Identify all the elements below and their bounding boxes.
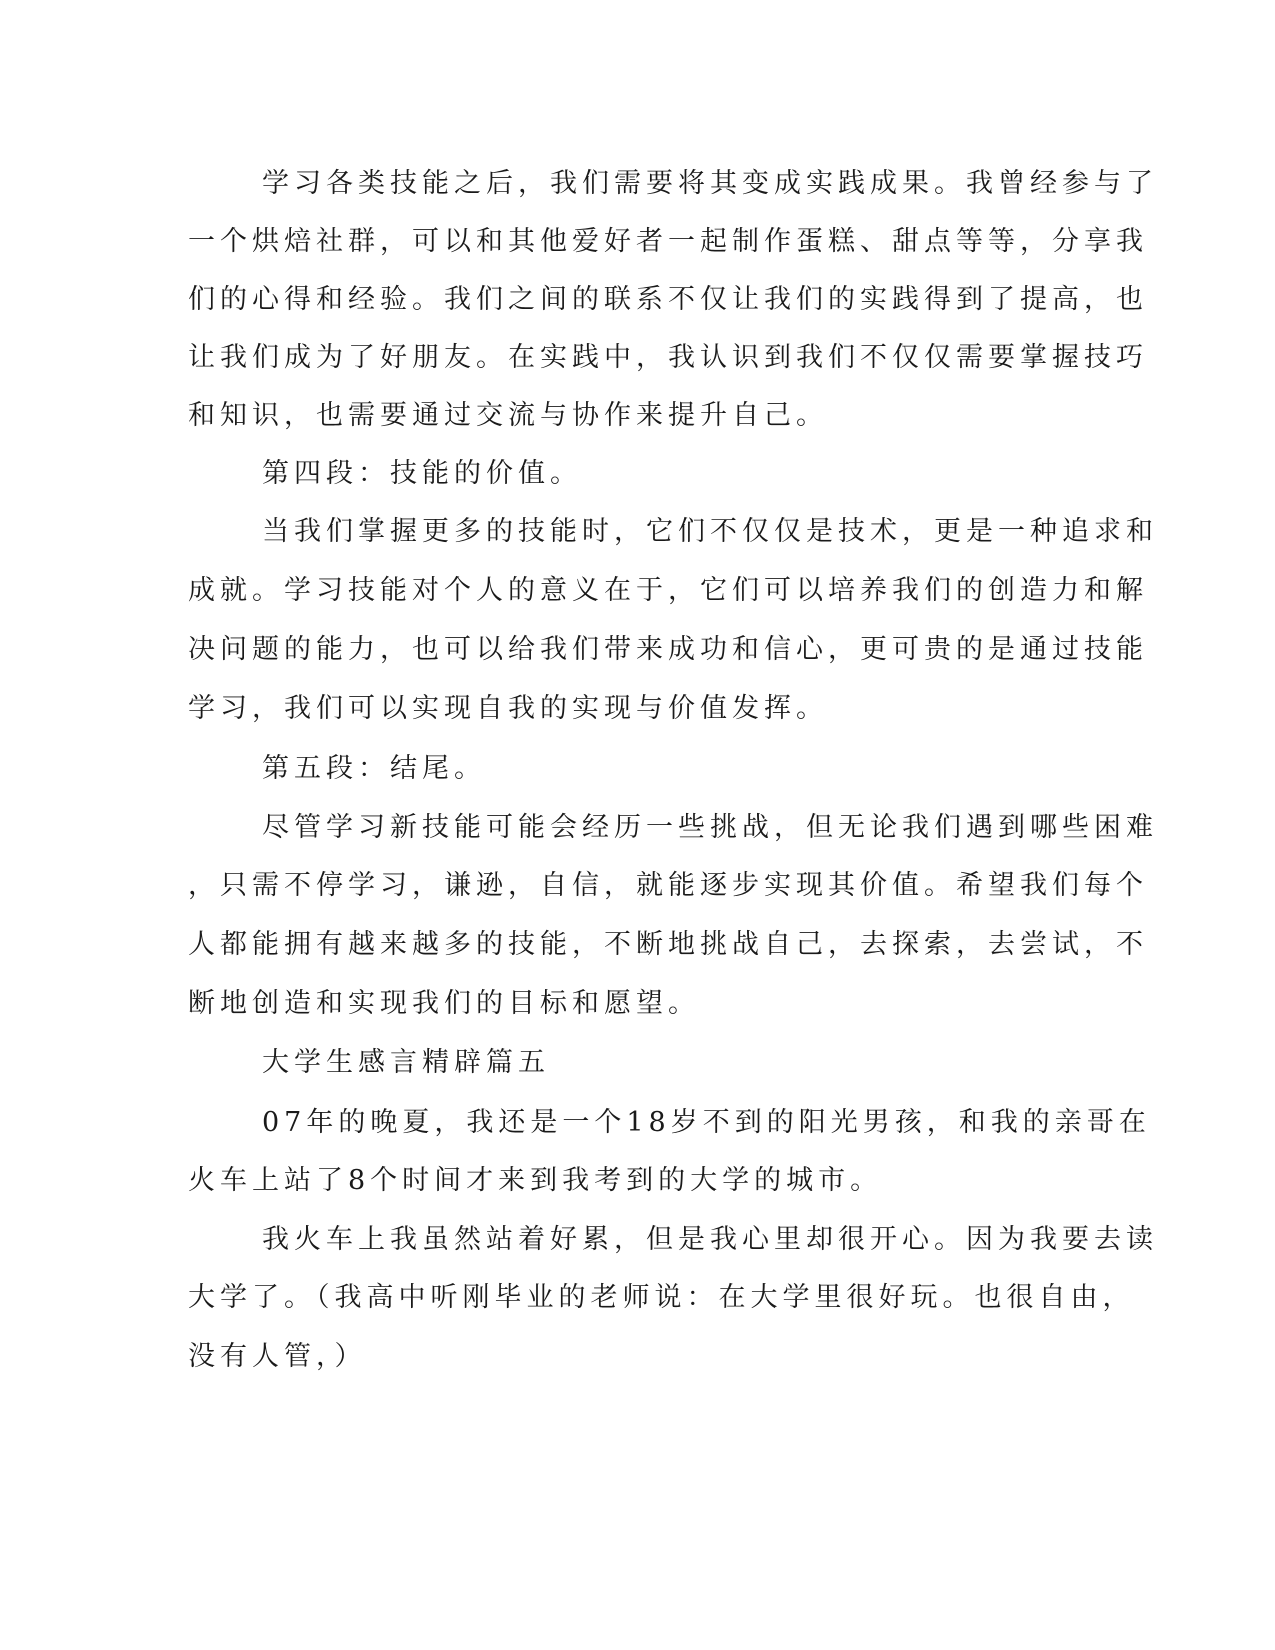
paragraph-line: 断地创造和实现我们的目标和愿望。 — [188, 988, 700, 1019]
paragraph-line: 我火车上我虽然站着好累，但是我心里却很开心。因为我要去读 — [262, 1224, 1158, 1255]
paragraph-line: 人都能拥有越来越多的技能，不断地挑战自己，去探索，去尝试，不 — [188, 929, 1148, 960]
paragraph-line: 学习，我们可以实现自我的实现与价值发挥。 — [188, 693, 828, 724]
paragraph-line: 火车上站了8个时间才来到我考到的大学的城市。 — [188, 1165, 883, 1196]
paragraph-line: 和知识，也需要通过交流与协作来提升自己。 — [188, 400, 828, 431]
paragraph-line: ，只需不停学习，谦逊，自信，就能逐步实现其价值。希望我们每个 — [188, 870, 1148, 901]
paragraph-line: 07年的晚夏，我还是一个18岁不到的阳光男孩，和我的亲哥在 — [262, 1107, 1151, 1138]
paragraph-line: 决问题的能力，也可以给我们带来成功和信心，更可贵的是通过技能 — [188, 634, 1148, 665]
paragraph-line: 大学了。（我高中听刚毕业的老师说：在大学里很好玩。也很自由， — [188, 1282, 1135, 1313]
paragraph-line: 一个烘焙社群，可以和其他爱好者一起制作蛋糕、甜点等等，分享我 — [188, 226, 1148, 257]
paragraph-line: 没有人管，） — [188, 1341, 367, 1372]
paragraph-line: 们的心得和经验。我们之间的联系不仅让我们的实践得到了提高，也 — [188, 284, 1148, 315]
paragraph-line: 成就。学习技能对个人的意义在于，它们可以培养我们的创造力和解 — [188, 575, 1148, 606]
section-heading: 第五段：结尾。 — [262, 753, 486, 784]
paragraph-line: 当我们掌握更多的技能时，它们不仅仅是技术，更是一种追求和 — [262, 516, 1158, 547]
section-heading: 大学生感言精辟篇五 — [262, 1047, 550, 1078]
paragraph-line: 学习各类技能之后，我们需要将其变成实践成果。我曾经参与了 — [262, 168, 1158, 199]
paragraph-line: 让我们成为了好朋友。在实践中，我认识到我们不仅仅需要掌握技巧 — [188, 342, 1148, 373]
section-heading: 第四段：技能的价值。 — [262, 458, 582, 489]
paragraph-line: 尽管学习新技能可能会经历一些挑战，但无论我们遇到哪些困难 — [262, 812, 1158, 843]
